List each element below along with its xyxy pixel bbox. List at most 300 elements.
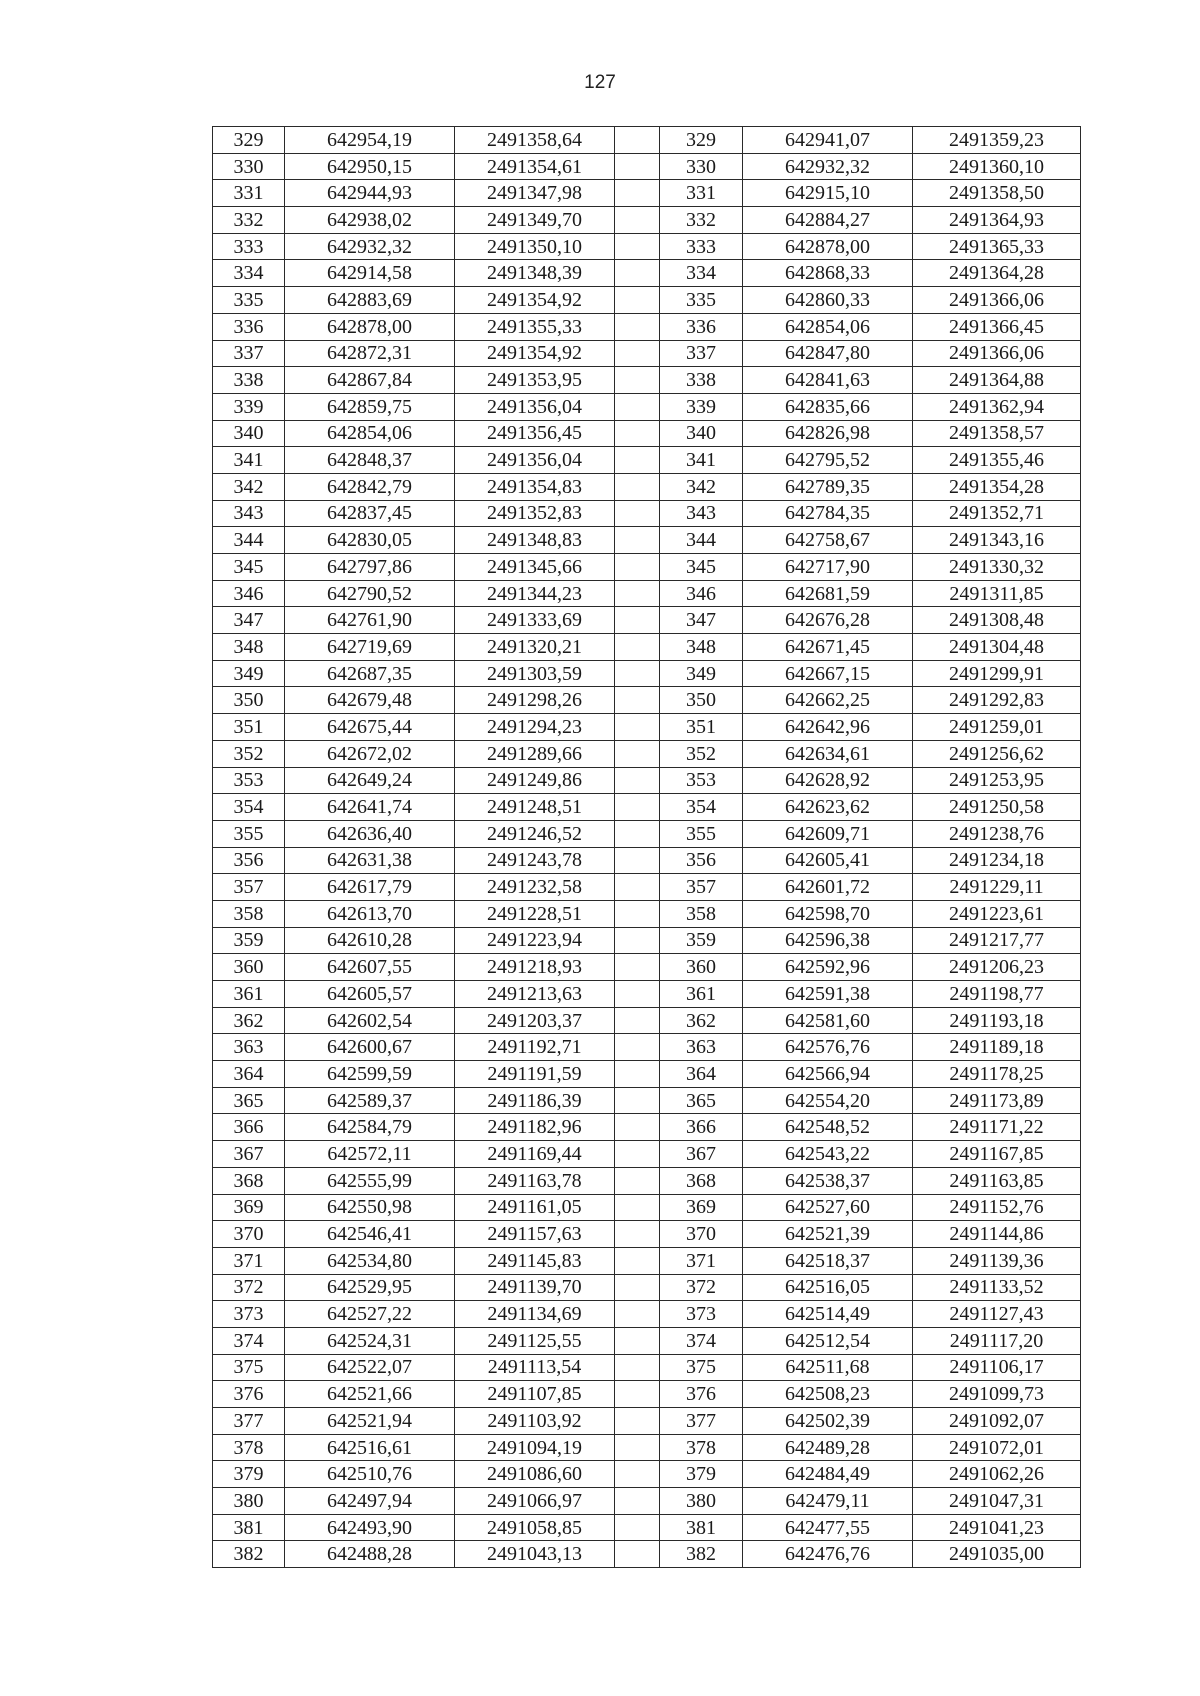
empty-separator-cell (615, 1061, 660, 1088)
x-coordinate-cell: 642508,23 (743, 1381, 913, 1408)
point-number-cell: 378 (213, 1434, 285, 1461)
x-coordinate-cell: 642884,27 (743, 207, 913, 234)
point-number-cell: 335 (660, 287, 743, 314)
x-coordinate-cell: 642502,39 (743, 1408, 913, 1435)
x-coordinate-cell: 642634,61 (743, 740, 913, 767)
point-number-cell: 350 (660, 687, 743, 714)
table-row (213, 954, 1081, 981)
x-coordinate-cell: 642954,19 (285, 127, 455, 154)
x-coordinate-cell: 642605,57 (285, 981, 455, 1008)
x-coordinate-cell: 642679,48 (285, 687, 455, 714)
y-coordinate-cell: 2491354,92 (455, 340, 615, 367)
table-row (213, 1061, 1081, 1088)
table-row (213, 634, 1081, 661)
x-coordinate-cell: 642592,96 (743, 954, 913, 981)
x-coordinate-cell: 642854,06 (743, 313, 913, 340)
y-coordinate-cell: 2491289,66 (455, 740, 615, 767)
empty-separator-cell (615, 1034, 660, 1061)
y-coordinate-cell: 2491043,13 (455, 1541, 615, 1568)
x-coordinate-cell: 642649,24 (285, 767, 455, 794)
y-coordinate-cell: 2491352,71 (913, 500, 1081, 527)
point-number-cell: 346 (213, 580, 285, 607)
table-row (213, 500, 1081, 527)
x-coordinate-cell: 642847,80 (743, 340, 913, 367)
x-coordinate-cell: 642548,52 (743, 1114, 913, 1141)
point-number-cell: 364 (213, 1061, 285, 1088)
empty-separator-cell (615, 420, 660, 447)
table-row (213, 554, 1081, 581)
x-coordinate-cell: 642489,28 (743, 1434, 913, 1461)
table-row (213, 287, 1081, 314)
table-row (213, 847, 1081, 874)
empty-separator-cell (615, 1114, 660, 1141)
table-row (213, 607, 1081, 634)
point-number-cell: 379 (660, 1461, 743, 1488)
y-coordinate-cell: 2491256,62 (913, 740, 1081, 767)
point-number-cell: 373 (213, 1301, 285, 1328)
empty-separator-cell (615, 313, 660, 340)
x-coordinate-cell: 642878,00 (743, 233, 913, 260)
point-number-cell: 352 (660, 740, 743, 767)
x-coordinate-cell: 642589,37 (285, 1087, 455, 1114)
empty-separator-cell (615, 127, 660, 154)
y-coordinate-cell: 2491139,70 (455, 1274, 615, 1301)
table-row (213, 1034, 1081, 1061)
table-row (213, 1514, 1081, 1541)
table-row (213, 1167, 1081, 1194)
table-row (213, 794, 1081, 821)
x-coordinate-cell: 642854,06 (285, 420, 455, 447)
table-row (213, 981, 1081, 1008)
y-coordinate-cell: 2491303,59 (455, 660, 615, 687)
y-coordinate-cell: 2491250,58 (913, 794, 1081, 821)
x-coordinate-cell: 642628,92 (743, 767, 913, 794)
y-coordinate-cell: 2491333,69 (455, 607, 615, 634)
point-number-cell: 360 (213, 954, 285, 981)
empty-separator-cell (615, 260, 660, 287)
point-number-cell: 348 (213, 634, 285, 661)
x-coordinate-cell: 642479,11 (743, 1488, 913, 1515)
y-coordinate-cell: 2491144,86 (913, 1221, 1081, 1248)
y-coordinate-cell: 2491243,78 (455, 847, 615, 874)
table-row (213, 340, 1081, 367)
point-number-cell: 335 (213, 287, 285, 314)
empty-separator-cell (615, 900, 660, 927)
y-coordinate-cell: 2491189,18 (913, 1034, 1081, 1061)
table-row (213, 1141, 1081, 1168)
point-number-cell: 361 (660, 981, 743, 1008)
point-number-cell: 362 (660, 1007, 743, 1034)
x-coordinate-cell: 642576,76 (743, 1034, 913, 1061)
table-row (213, 153, 1081, 180)
x-coordinate-cell: 642529,95 (285, 1274, 455, 1301)
point-number-cell: 357 (213, 874, 285, 901)
y-coordinate-cell: 2491320,21 (455, 634, 615, 661)
x-coordinate-cell: 642848,37 (285, 447, 455, 474)
x-coordinate-cell: 642915,10 (743, 180, 913, 207)
x-coordinate-cell: 642944,93 (285, 180, 455, 207)
y-coordinate-cell: 2491298,26 (455, 687, 615, 714)
y-coordinate-cell: 2491349,70 (455, 207, 615, 234)
empty-separator-cell (615, 874, 660, 901)
empty-separator-cell (615, 500, 660, 527)
table-row (213, 473, 1081, 500)
point-number-cell: 375 (213, 1354, 285, 1381)
x-coordinate-cell: 642572,11 (285, 1141, 455, 1168)
point-number-cell: 330 (660, 153, 743, 180)
x-coordinate-cell: 642797,86 (285, 554, 455, 581)
y-coordinate-cell: 2491259,01 (913, 714, 1081, 741)
x-coordinate-cell: 642835,66 (743, 393, 913, 420)
table-row (213, 1381, 1081, 1408)
x-coordinate-cell: 642524,31 (285, 1327, 455, 1354)
point-number-cell: 339 (213, 393, 285, 420)
y-coordinate-cell: 2491354,28 (913, 473, 1081, 500)
x-coordinate-cell: 642867,84 (285, 367, 455, 394)
y-coordinate-cell: 2491344,23 (455, 580, 615, 607)
table-row (213, 393, 1081, 420)
empty-separator-cell (615, 1327, 660, 1354)
empty-separator-cell (615, 767, 660, 794)
y-coordinate-cell: 2491358,64 (455, 127, 615, 154)
x-coordinate-cell: 642527,22 (285, 1301, 455, 1328)
point-number-cell: 353 (660, 767, 743, 794)
empty-separator-cell (615, 580, 660, 607)
x-coordinate-cell: 642859,75 (285, 393, 455, 420)
point-number-cell: 341 (213, 447, 285, 474)
x-coordinate-cell: 642546,41 (285, 1221, 455, 1248)
table-row (213, 367, 1081, 394)
y-coordinate-cell: 2491223,61 (913, 900, 1081, 927)
empty-separator-cell (615, 794, 660, 821)
table-row (213, 1247, 1081, 1274)
empty-separator-cell (615, 1381, 660, 1408)
y-coordinate-cell: 2491106,17 (913, 1354, 1081, 1381)
table-row (213, 660, 1081, 687)
empty-separator-cell (615, 287, 660, 314)
y-coordinate-cell: 2491134,69 (455, 1301, 615, 1328)
x-coordinate-cell: 642516,05 (743, 1274, 913, 1301)
x-coordinate-cell: 642671,45 (743, 634, 913, 661)
y-coordinate-cell: 2491365,33 (913, 233, 1081, 260)
empty-separator-cell (615, 820, 660, 847)
y-coordinate-cell: 2491355,33 (455, 313, 615, 340)
point-number-cell: 374 (660, 1327, 743, 1354)
empty-separator-cell (615, 1274, 660, 1301)
point-number-cell: 381 (213, 1514, 285, 1541)
point-number-cell: 365 (660, 1087, 743, 1114)
x-coordinate-cell: 642719,69 (285, 634, 455, 661)
empty-separator-cell (615, 1167, 660, 1194)
empty-separator-cell (615, 634, 660, 661)
empty-separator-cell (615, 927, 660, 954)
x-coordinate-cell: 642830,05 (285, 527, 455, 554)
page-number: 127 (584, 72, 616, 93)
table-row (213, 527, 1081, 554)
point-number-cell: 358 (660, 900, 743, 927)
y-coordinate-cell: 2491343,16 (913, 527, 1081, 554)
empty-separator-cell (615, 447, 660, 474)
y-coordinate-cell: 2491330,32 (913, 554, 1081, 581)
y-coordinate-cell: 2491311,85 (913, 580, 1081, 607)
point-number-cell: 354 (660, 794, 743, 821)
x-coordinate-cell: 642602,54 (285, 1007, 455, 1034)
y-coordinate-cell: 2491366,06 (913, 287, 1081, 314)
table-row (213, 740, 1081, 767)
x-coordinate-cell: 642600,67 (285, 1034, 455, 1061)
x-coordinate-cell: 642872,31 (285, 340, 455, 367)
y-coordinate-cell: 2491234,18 (913, 847, 1081, 874)
point-number-cell: 372 (213, 1274, 285, 1301)
empty-separator-cell (615, 207, 660, 234)
x-coordinate-cell: 642554,20 (743, 1087, 913, 1114)
point-number-cell: 380 (213, 1488, 285, 1515)
y-coordinate-cell: 2491145,83 (455, 1247, 615, 1274)
y-coordinate-cell: 2491366,06 (913, 340, 1081, 367)
x-coordinate-cell: 642516,61 (285, 1434, 455, 1461)
y-coordinate-cell: 2491213,63 (455, 981, 615, 1008)
table-row (213, 1221, 1081, 1248)
x-coordinate-cell: 642860,33 (743, 287, 913, 314)
y-coordinate-cell: 2491047,31 (913, 1488, 1081, 1515)
point-number-cell: 347 (660, 607, 743, 634)
empty-separator-cell (615, 1221, 660, 1248)
point-number-cell: 365 (213, 1087, 285, 1114)
point-number-cell: 377 (213, 1408, 285, 1435)
x-coordinate-cell: 642675,44 (285, 714, 455, 741)
point-number-cell: 367 (660, 1141, 743, 1168)
y-coordinate-cell: 2491127,43 (913, 1301, 1081, 1328)
table-row (213, 1274, 1081, 1301)
y-coordinate-cell: 2491356,04 (455, 447, 615, 474)
y-coordinate-cell: 2491217,77 (913, 927, 1081, 954)
point-number-cell: 364 (660, 1061, 743, 1088)
y-coordinate-cell: 2491062,26 (913, 1461, 1081, 1488)
y-coordinate-cell: 2491299,91 (913, 660, 1081, 687)
x-coordinate-cell: 642484,49 (743, 1461, 913, 1488)
x-coordinate-cell: 642521,66 (285, 1381, 455, 1408)
point-number-cell: 373 (660, 1301, 743, 1328)
empty-separator-cell (615, 954, 660, 981)
y-coordinate-cell: 2491359,23 (913, 127, 1081, 154)
point-number-cell: 334 (213, 260, 285, 287)
table-row (213, 1461, 1081, 1488)
point-number-cell: 360 (660, 954, 743, 981)
x-coordinate-cell: 642584,79 (285, 1114, 455, 1141)
empty-separator-cell (615, 847, 660, 874)
y-coordinate-cell: 2491103,92 (455, 1408, 615, 1435)
x-coordinate-cell: 642950,15 (285, 153, 455, 180)
point-number-cell: 334 (660, 260, 743, 287)
point-number-cell: 348 (660, 634, 743, 661)
coordinates-table (212, 126, 1081, 1568)
x-coordinate-cell: 642636,40 (285, 820, 455, 847)
x-coordinate-cell: 642789,35 (743, 473, 913, 500)
y-coordinate-cell: 2491352,83 (455, 500, 615, 527)
point-number-cell: 366 (213, 1114, 285, 1141)
x-coordinate-cell: 642514,49 (743, 1301, 913, 1328)
point-number-cell: 356 (213, 847, 285, 874)
empty-separator-cell (615, 554, 660, 581)
y-coordinate-cell: 2491348,39 (455, 260, 615, 287)
y-coordinate-cell: 2491218,93 (455, 954, 615, 981)
y-coordinate-cell: 2491238,76 (913, 820, 1081, 847)
point-number-cell: 369 (660, 1194, 743, 1221)
point-number-cell: 351 (213, 714, 285, 741)
table-row (213, 820, 1081, 847)
x-coordinate-cell: 642521,39 (743, 1221, 913, 1248)
y-coordinate-cell: 2491354,83 (455, 473, 615, 500)
point-number-cell: 338 (660, 367, 743, 394)
y-coordinate-cell: 2491304,48 (913, 634, 1081, 661)
x-coordinate-cell: 642581,60 (743, 1007, 913, 1034)
empty-separator-cell (615, 1194, 660, 1221)
empty-separator-cell (615, 1488, 660, 1515)
x-coordinate-cell: 642607,55 (285, 954, 455, 981)
x-coordinate-cell: 642932,32 (743, 153, 913, 180)
x-coordinate-cell: 642609,71 (743, 820, 913, 847)
point-number-cell: 343 (660, 500, 743, 527)
point-number-cell: 343 (213, 500, 285, 527)
x-coordinate-cell: 642566,94 (743, 1061, 913, 1088)
empty-separator-cell (615, 1408, 660, 1435)
x-coordinate-cell: 642623,62 (743, 794, 913, 821)
y-coordinate-cell: 2491173,89 (913, 1087, 1081, 1114)
point-number-cell: 336 (213, 313, 285, 340)
y-coordinate-cell: 2491355,46 (913, 447, 1081, 474)
y-coordinate-cell: 2491107,85 (455, 1381, 615, 1408)
point-number-cell: 371 (660, 1247, 743, 1274)
y-coordinate-cell: 2491198,77 (913, 981, 1081, 1008)
x-coordinate-cell: 642868,33 (743, 260, 913, 287)
point-number-cell: 346 (660, 580, 743, 607)
empty-separator-cell (615, 340, 660, 367)
y-coordinate-cell: 2491139,36 (913, 1247, 1081, 1274)
x-coordinate-cell: 642477,55 (743, 1514, 913, 1541)
x-coordinate-cell: 642672,02 (285, 740, 455, 767)
y-coordinate-cell: 2491058,85 (455, 1514, 615, 1541)
table-row (213, 580, 1081, 607)
point-number-cell: 368 (660, 1167, 743, 1194)
empty-separator-cell (615, 180, 660, 207)
table-row (213, 1007, 1081, 1034)
point-number-cell: 376 (213, 1381, 285, 1408)
point-number-cell: 349 (660, 660, 743, 687)
point-number-cell: 359 (660, 927, 743, 954)
table-row (213, 1114, 1081, 1141)
point-number-cell: 351 (660, 714, 743, 741)
y-coordinate-cell: 2491364,88 (913, 367, 1081, 394)
x-coordinate-cell: 642795,52 (743, 447, 913, 474)
point-number-cell: 356 (660, 847, 743, 874)
table-row (213, 767, 1081, 794)
table-row (213, 1087, 1081, 1114)
x-coordinate-cell: 642837,45 (285, 500, 455, 527)
x-coordinate-cell: 642550,98 (285, 1194, 455, 1221)
x-coordinate-cell: 642522,07 (285, 1354, 455, 1381)
point-number-cell: 374 (213, 1327, 285, 1354)
x-coordinate-cell: 642878,00 (285, 313, 455, 340)
empty-separator-cell (615, 1007, 660, 1034)
x-coordinate-cell: 642761,90 (285, 607, 455, 634)
point-number-cell: 370 (660, 1221, 743, 1248)
point-number-cell: 352 (213, 740, 285, 767)
point-number-cell: 381 (660, 1514, 743, 1541)
empty-separator-cell (615, 1354, 660, 1381)
point-number-cell: 337 (213, 340, 285, 367)
point-number-cell: 382 (213, 1541, 285, 1568)
table-row (213, 1354, 1081, 1381)
y-coordinate-cell: 2491354,92 (455, 287, 615, 314)
point-number-cell: 340 (213, 420, 285, 447)
point-number-cell: 349 (213, 660, 285, 687)
x-coordinate-cell: 642676,28 (743, 607, 913, 634)
x-coordinate-cell: 642591,38 (743, 981, 913, 1008)
point-number-cell: 329 (660, 127, 743, 154)
point-number-cell: 342 (213, 473, 285, 500)
point-number-cell: 363 (213, 1034, 285, 1061)
point-number-cell: 372 (660, 1274, 743, 1301)
x-coordinate-cell: 642493,90 (285, 1514, 455, 1541)
point-number-cell: 382 (660, 1541, 743, 1568)
y-coordinate-cell: 2491191,59 (455, 1061, 615, 1088)
x-coordinate-cell: 642511,68 (743, 1354, 913, 1381)
point-number-cell: 355 (213, 820, 285, 847)
x-coordinate-cell: 642610,28 (285, 927, 455, 954)
point-number-cell: 344 (213, 527, 285, 554)
y-coordinate-cell: 2491229,11 (913, 874, 1081, 901)
point-number-cell: 359 (213, 927, 285, 954)
empty-separator-cell (615, 527, 660, 554)
y-coordinate-cell: 2491092,07 (913, 1408, 1081, 1435)
y-coordinate-cell: 2491354,61 (455, 153, 615, 180)
table-row (213, 260, 1081, 287)
y-coordinate-cell: 2491086,60 (455, 1461, 615, 1488)
empty-separator-cell (615, 153, 660, 180)
table-row (213, 874, 1081, 901)
empty-separator-cell (615, 1247, 660, 1274)
y-coordinate-cell: 2491157,63 (455, 1221, 615, 1248)
x-coordinate-cell: 642790,52 (285, 580, 455, 607)
empty-separator-cell (615, 981, 660, 1008)
point-number-cell: 350 (213, 687, 285, 714)
y-coordinate-cell: 2491228,51 (455, 900, 615, 927)
table-row (213, 180, 1081, 207)
empty-separator-cell (615, 1301, 660, 1328)
y-coordinate-cell: 2491358,50 (913, 180, 1081, 207)
table-row (213, 420, 1081, 447)
x-coordinate-cell: 642841,63 (743, 367, 913, 394)
point-number-cell: 378 (660, 1434, 743, 1461)
y-coordinate-cell: 2491308,48 (913, 607, 1081, 634)
y-coordinate-cell: 2491066,97 (455, 1488, 615, 1515)
x-coordinate-cell: 642518,37 (743, 1247, 913, 1274)
x-coordinate-cell: 642631,38 (285, 847, 455, 874)
y-coordinate-cell: 2491161,05 (455, 1194, 615, 1221)
y-coordinate-cell: 2491246,52 (455, 820, 615, 847)
point-number-cell: 358 (213, 900, 285, 927)
x-coordinate-cell: 642599,59 (285, 1061, 455, 1088)
point-number-cell: 333 (660, 233, 743, 260)
x-coordinate-cell: 642681,59 (743, 580, 913, 607)
y-coordinate-cell: 2491358,57 (913, 420, 1081, 447)
point-number-cell: 376 (660, 1381, 743, 1408)
y-coordinate-cell: 2491232,58 (455, 874, 615, 901)
x-coordinate-cell: 642826,98 (743, 420, 913, 447)
y-coordinate-cell: 2491350,10 (455, 233, 615, 260)
point-number-cell: 379 (213, 1461, 285, 1488)
x-coordinate-cell: 642642,96 (743, 714, 913, 741)
